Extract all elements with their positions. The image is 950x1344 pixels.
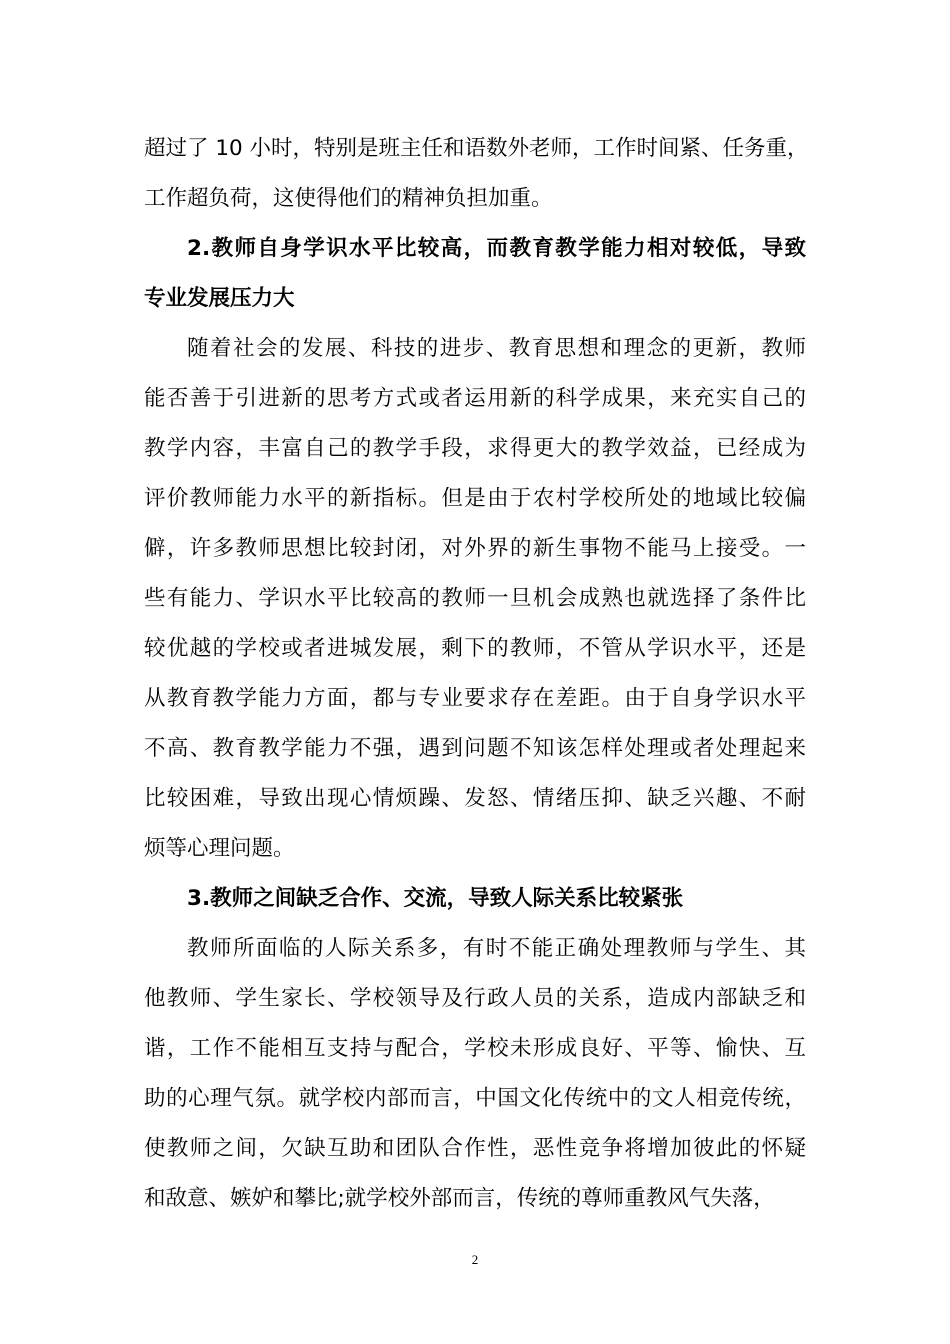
text-line: 谐，工作不能相互支持与配合，学校未形成良好、平等、愉快、互 bbox=[144, 1036, 806, 1061]
heading-line: 2.教师自身学识水平比较高，而教育教学能力相对较低，导致 bbox=[187, 236, 806, 261]
text-line: 随着社会的发展、科技的进步、教育思想和理念的更新，教师 bbox=[187, 336, 806, 361]
heading-line: 3.教师之间缺乏合作、交流，导致人际关系比较紧张 bbox=[187, 886, 684, 911]
text-line: 不高、教育教学能力不强，遇到问题不知该怎样处理或者处理起来 bbox=[144, 736, 806, 761]
text-line: 教师所面临的人际关系多，有时不能正确处理教师与学生、其 bbox=[187, 936, 806, 961]
text-line: 评价教师能力水平的新指标。但是由于农村学校所处的地域比较偏 bbox=[144, 486, 806, 511]
body-paragraph bbox=[144, 324, 806, 874]
text-line: 僻，许多教师思想比较封闭，对外界的新生事物不能马上接受。一 bbox=[144, 536, 806, 561]
page-number: 2 bbox=[471, 1252, 479, 1267]
text-line: 从教育教学能力方面，都与专业要求存在差距。由于自身学识水平 bbox=[144, 686, 806, 711]
heading-line: 专业发展压力大 bbox=[144, 286, 295, 311]
text-line: 和敌意、嫉妒和攀比;就学校外部而言，传统的尊师重教风气失落， bbox=[144, 1186, 775, 1211]
text-line: 些有能力、学识水平比较高的教师一旦机会成熟也就选择了条件比 bbox=[144, 586, 806, 611]
body-paragraph bbox=[144, 924, 806, 1224]
text-line: 教学内容，丰富自己的教学手段，求得更大的教学效益，已经成为 bbox=[144, 436, 806, 461]
text-line: 比较困难，导致出现心情烦躁、发怒、情绪压抑、缺乏兴趣、不耐 bbox=[144, 786, 806, 811]
text-line: 他教师、学生家长、学校领导及行政人员的关系，造成内部缺乏和 bbox=[144, 986, 806, 1011]
text-line: 使教师之间，欠缺互助和团队合作性，恶性竞争将增加彼此的怀疑 bbox=[144, 1136, 806, 1161]
section-heading bbox=[144, 874, 806, 924]
section-heading bbox=[144, 224, 806, 324]
document-body bbox=[144, 124, 809, 1224]
text-line: 工作超负荷，这使得他们的精神负担加重。 bbox=[144, 186, 553, 211]
text-line: 能否善于引进新的思考方式或者运用新的科学成果，来充实自己的 bbox=[144, 386, 806, 411]
text-line: 烦等心理问题。 bbox=[144, 836, 295, 861]
body-paragraph bbox=[144, 124, 809, 224]
text-line: 助的心理气氛。就学校内部而言，中国文化传统中的文人相竞传统， bbox=[144, 1086, 806, 1111]
text-line: 较优越的学校或者进城发展，剩下的教师，不管从学识水平，还是 bbox=[144, 636, 806, 661]
text-line: 超过了 10 小时，特别是班主任和语数外老师，工作时间紧、任务重， bbox=[144, 136, 809, 161]
